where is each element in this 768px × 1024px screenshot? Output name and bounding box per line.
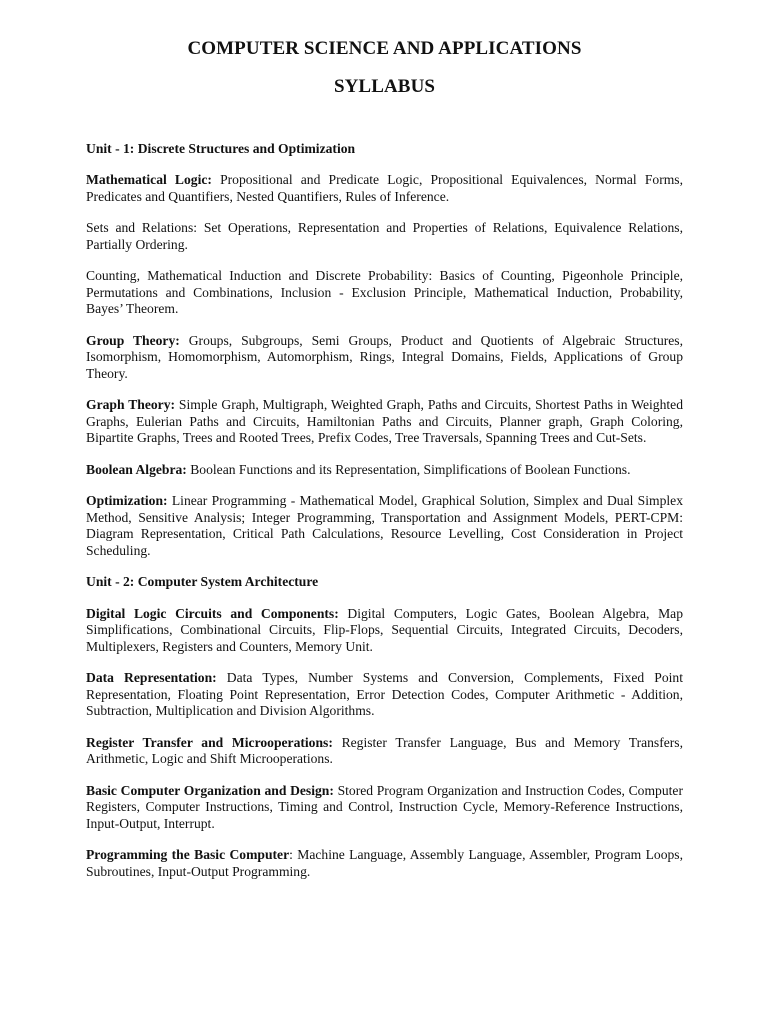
section-text: Digital Computers, Logic Gates, Boolean Algebra, Map Simplifications, Combinational Circuits, Flip-Flops, Sequential Circuits, Integrated Circuits, Decoders, Multiplexers, Registers and Counters, Memory Unit. [86, 605, 683, 654]
section-graph-theory [86, 397, 683, 447]
section-label: Programming the Basic Computer [86, 847, 290, 862]
section-register-transfer [86, 735, 683, 768]
section-label: Digital Logic Circuits and Components: [86, 605, 339, 621]
section-label: Boolean Algebra: [86, 461, 187, 477]
section-text: Counting, Mathematical Induction and Discrete Probability: Basics of Counting, Pigeonhole Principle, Permutations and Combinations, Inclusion - Exclusion Principle, Mathematical Induction, Probability, Bayes’ Theorem. [86, 268, 683, 316]
unit-1-heading: Unit - 1: Discrete Structures and Optimization [86, 141, 356, 156]
section-text: Linear Programming - Mathematical Model, Graphical Solution, Simplex and Dual Simplex Method, Sensitive Analysis; Integer Programming, Transportation and Assignment Models, PERT-CPM: Diagram Representation, Critical Path Calculations, Resource Levelling, Cost Consideration in Project Scheduling. [86, 493, 683, 558]
section-boolean-algebra [86, 462, 683, 479]
section-text: Data Types, Number Systems and Conversion, Complements, Fixed Point Representation, Floating Point Representation, Error Detection Codes, Computer Arithmetic - Addition, Subtraction, Multiplication and Division Algorithms. [86, 670, 683, 718]
document-title: COMPUTER SCIENCE AND APPLICATIONS [187, 38, 582, 59]
section-label: Graph Theory: [86, 397, 176, 412]
syllabus-page [86, 36, 683, 880]
section-text: Groups, Subgroups, Semi Groups, Product and Quotients of Algebraic Structures, Isomorphism, Homomorphism, Automorphism, Rings, Integral Domains, Fields, Applications of Group Theory. [86, 332, 683, 381]
section-optimization [86, 493, 683, 559]
section-counting [86, 268, 683, 318]
section-label: Data Representation: [86, 670, 217, 685]
section-text: Propositional and Predicate Logic, Propositional Equivalences, Normal Forms, Predicates and Quantifiers, Nested Quantifiers, Rules of Inference. [86, 172, 683, 204]
section-text: Simple Graph, Multigraph, Weighted Graph, Paths and Circuits, Shortest Paths in Weighted Graphs, Eulerian Paths and Circuits, Hamiltonian Paths and Circuits, Planner graph, Graph Coloring, Bipartite Graphs, Trees and Rooted Trees, Prefix Codes, Tree Traversals, Spanning Trees and Cut-Sets. [86, 397, 683, 445]
section-text: Sets and Relations: Set Operations, Representation and Properties of Relations, Equivalence Relations, Partially Ordering. [86, 220, 683, 252]
unit-2-heading: Unit - 2: Computer System Architecture [86, 574, 319, 589]
section-group-theory [86, 333, 683, 383]
section-sets-relations [86, 220, 683, 253]
section-basic-computer-organization [86, 783, 683, 833]
section-digital-logic [86, 606, 683, 656]
section-label: Mathematical Logic: [86, 172, 212, 187]
section-label: Basic Computer Organization and Design: [86, 782, 334, 798]
section-text: Boolean Functions and its Representation, Simplifications of Boolean Functions. [186, 461, 631, 477]
document-subtitle: SYLLABUS [333, 76, 436, 97]
section-programming-basic-computer [86, 847, 683, 880]
section-text: : Machine Language, Assembly Language, Assembler, Program Loops, Subroutines, Input-Output Programming. [86, 847, 683, 879]
section-text: Stored Program Organization and Instruction Codes, Computer Registers, Computer Instructions, Timing and Control, Instruction Cycle, Memory-Reference Instructions, Input-Output, Interrupt. [86, 782, 683, 831]
section-mathematical-logic [86, 172, 683, 205]
section-text: Register Transfer Language, Bus and Memory Transfers, Arithmetic, Logic and Shift Microoperations. [86, 734, 683, 766]
section-label: Register Transfer and Microoperations: [86, 734, 333, 750]
section-label: Optimization: [86, 493, 168, 508]
section-label: Group Theory: [86, 332, 180, 348]
section-data-representation [86, 670, 683, 720]
